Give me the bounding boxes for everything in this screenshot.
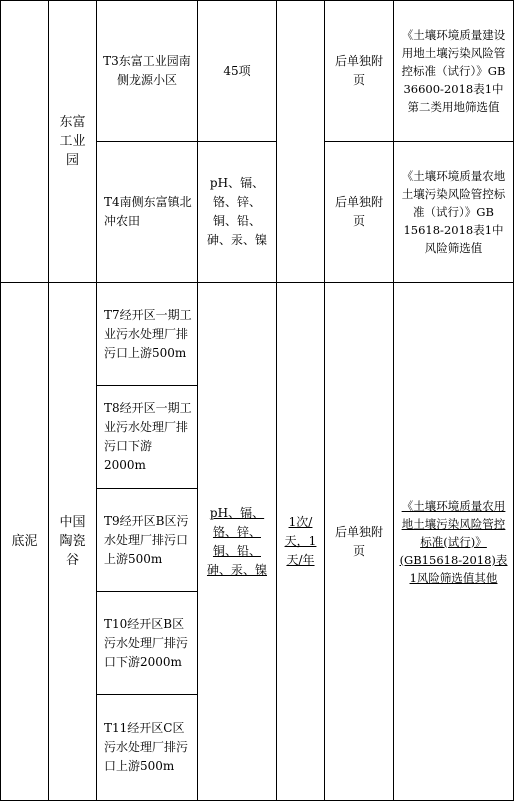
- items-label: pH、镉、铬、锌、铜、铅、砷、汞、镍: [206, 505, 267, 577]
- analysis-label: 后单独附页: [334, 524, 383, 558]
- standard-label: 《土壤环境质量农地土壤污染风险管控标准（试行）》GB 15618-2018表1中风险筛选值: [401, 169, 506, 255]
- area-label: 中国陶瓷谷: [59, 515, 86, 568]
- location-label: T11经开区C区污水处理厂排污口上游500m: [104, 721, 189, 773]
- location-label: T4南侧东富镇北冲农田: [104, 195, 192, 228]
- medium-cell-sediment: [1, 283, 48, 800]
- analysis-label: 后单独附页: [334, 54, 383, 87]
- analysis-cell-sediment: [325, 283, 393, 800]
- location-cell-t9: [97, 489, 197, 591]
- location-cell-t10: [97, 592, 197, 694]
- location-cell-t11: [97, 695, 197, 800]
- location-label: T8经开区一期工业污水处理厂排污口下游2000m: [104, 401, 192, 472]
- location-cell-t3: [97, 1, 197, 141]
- items-cell-sediment: [198, 283, 276, 800]
- items-label: pH、镉、铬、锌、铜、铅、砷、汞、镍: [206, 176, 267, 247]
- location-label: T10经开区B区污水处理厂排污口下游2000m: [104, 616, 189, 669]
- items-cell-t3: [198, 1, 276, 141]
- area-label: 东富工业园: [59, 115, 86, 168]
- analysis-label: 后单独附页: [334, 195, 383, 228]
- location-label: T9经开区B区污水处理厂排污口上游500m: [104, 513, 189, 566]
- area-cell-dongfu: [49, 1, 96, 282]
- standard-cell-sediment: [394, 283, 513, 800]
- items-cell-t4: [198, 142, 276, 282]
- items-label: 45项: [223, 63, 251, 78]
- analysis-cell-t3: [325, 1, 393, 141]
- medium-label: 底泥: [11, 534, 38, 549]
- location-label: T7经开区一期工业污水处理厂排污口上游500m: [104, 307, 192, 360]
- standard-label: 《土壤环境质量农用地土壤污染风险管控标准(试行)》(GB15618-2018)表1风险筛选值其他: [399, 498, 508, 585]
- location-cell-t8: [97, 386, 197, 488]
- frequency-label: 1次/天，1天/年: [284, 515, 317, 567]
- area-cell-ceramic-valley: [49, 283, 96, 800]
- standard-label: 《土壤环境质量建设用地土壤污染风险管控标准（试行）》GB 36600-2018表1中第二类用地筛选值: [401, 28, 506, 114]
- location-cell-t7: [97, 283, 197, 385]
- standard-cell-t4: [394, 142, 513, 282]
- standard-cell-t3: [394, 1, 513, 141]
- analysis-cell-t4: [325, 142, 393, 282]
- frequency-cell-sediment: [277, 283, 324, 800]
- location-cell-t4: [97, 142, 197, 282]
- location-label: T3东富工业园南侧龙源小区: [103, 54, 191, 87]
